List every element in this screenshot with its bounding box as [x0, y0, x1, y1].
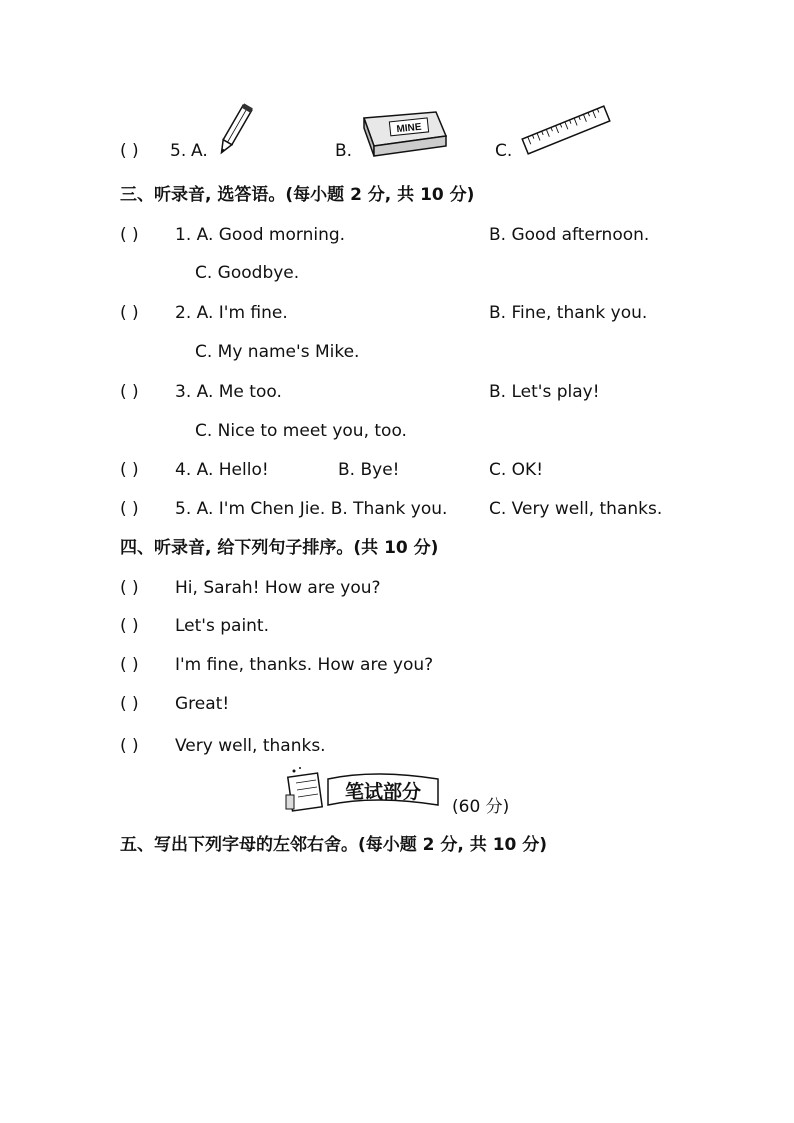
written-part-banner	[284, 765, 446, 813]
sentence-2: Let's paint.	[175, 616, 270, 636]
question-number: 5.	[170, 141, 187, 161]
eraser-brand-text: MINE	[396, 121, 423, 136]
section-3-heading: 三、听录音, 选答语。(每小题 2 分, 共 10 分)	[120, 185, 475, 205]
written-part-score: (60 分)	[452, 797, 510, 817]
paren-blank: ( )	[120, 694, 139, 714]
q3-option-c: C. Nice to meet you, too.	[195, 421, 407, 441]
option-b-label: B.	[335, 141, 353, 161]
q4-option-b: B. Bye!	[338, 460, 400, 480]
paren-blank: ( )	[120, 303, 139, 323]
sentence-4: Great!	[175, 694, 230, 714]
written-part-title: 笔试部分	[344, 781, 422, 803]
q1-option-c: C. Goodbye.	[195, 263, 300, 283]
q5-option-ab: 5. A. I'm Chen Jie. B. Thank you.	[175, 499, 448, 519]
section-4-heading: 四、听录音, 给下列句子排序。(共 10 分)	[120, 538, 439, 558]
q4-option-a: 4. A. Hello!	[175, 460, 269, 480]
paren-blank: ( )	[120, 655, 139, 675]
paren-blank: ( )	[120, 382, 139, 402]
q4-option-c: C. OK!	[489, 460, 544, 480]
notebook-icon	[286, 767, 322, 811]
q2-option-b: B. Fine, thank you.	[489, 303, 648, 323]
paren-blank: ( )	[120, 499, 139, 519]
q3-option-a: 3. A. Me too.	[175, 382, 282, 402]
ruler-icon	[518, 100, 614, 160]
sentence-1: Hi, Sarah! How are you?	[175, 578, 381, 598]
q3-option-b: B. Let's play!	[489, 382, 600, 402]
q1-option-a: 1. A. Good morning.	[175, 225, 346, 245]
sentence-5: Very well, thanks.	[175, 736, 326, 756]
paren-blank: ( )	[120, 141, 139, 161]
option-c-label: C.	[495, 141, 513, 161]
paren-blank: ( )	[120, 616, 139, 636]
paren-blank: ( )	[120, 460, 139, 480]
paren-blank: ( )	[120, 736, 139, 756]
q2-option-c: C. My name's Mike.	[195, 342, 360, 362]
pencil-icon	[214, 100, 254, 162]
section-5-heading: 五、写出下列字母的左邻右舍。(每小题 2 分, 共 10 分)	[120, 835, 548, 855]
q2-option-a: 2. A. I'm fine.	[175, 303, 288, 323]
paren-blank: ( )	[120, 578, 139, 598]
paren-blank: ( )	[120, 225, 139, 245]
eraser-icon	[358, 108, 450, 160]
option-a-label: A.	[191, 141, 208, 161]
sentence-3: I'm fine, thanks. How are you?	[175, 655, 434, 675]
q5-option-c: C. Very well, thanks.	[489, 499, 663, 519]
q1-option-b: B. Good afternoon.	[489, 225, 650, 245]
